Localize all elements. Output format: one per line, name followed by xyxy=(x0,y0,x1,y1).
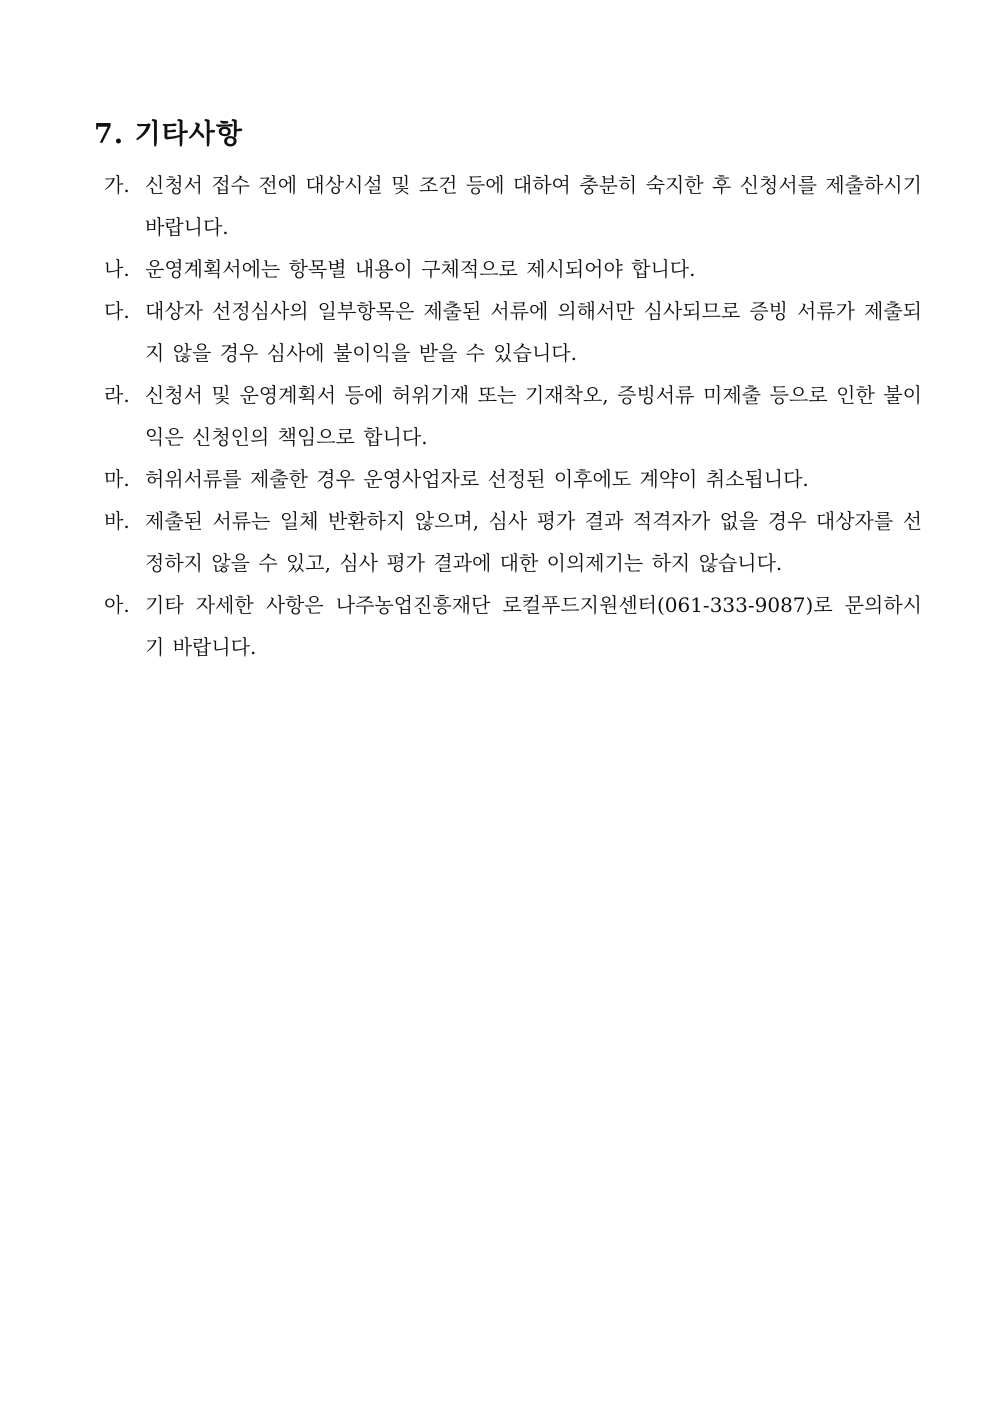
item-marker: 가. xyxy=(104,173,130,197)
item-text: 신청서 및 운영계획서 등에 허위기재 또는 기재착오, 증빙서류 미제출 등으로 인한 불이익은 신청인의 책임으로 합니다. xyxy=(145,383,922,449)
list-item xyxy=(104,164,922,248)
item-marker: 마. xyxy=(104,467,130,491)
list-item xyxy=(104,500,922,584)
list-item xyxy=(104,584,922,668)
item-marker: 바. xyxy=(104,509,130,533)
item-text: 운영계획서에는 항목별 내용이 구체적으로 제시되어야 합니다. xyxy=(145,257,696,281)
item-text: 기타 자세한 사항은 나주농업진흥재단 로컬푸드지원센터(061-333-9087)로 문의하시기 바랍니다. xyxy=(145,593,922,659)
notice-list xyxy=(104,164,922,668)
section-title: 7. 기타사항 xyxy=(94,119,243,150)
item-marker: 다. xyxy=(104,299,130,323)
item-marker: 아. xyxy=(104,593,130,617)
list-item xyxy=(104,248,922,290)
item-text: 제출된 서류는 일체 반환하지 않으며, 심사 평가 결과 적격자가 없을 경우 대상자를 선정하지 않을 수 있고, 심사 평가 결과에 대한 이의제기는 하지 않습니다. xyxy=(145,509,922,575)
item-marker: 라. xyxy=(104,383,130,407)
list-item xyxy=(104,374,922,458)
list-item xyxy=(104,458,922,500)
list-item xyxy=(104,290,922,374)
item-marker: 나. xyxy=(104,257,130,281)
item-text: 대상자 선정심사의 일부항목은 제출된 서류에 의해서만 심사되므로 증빙 서류가 제출되지 않을 경우 심사에 불이익을 받을 수 있습니다. xyxy=(145,299,922,365)
item-text: 허위서류를 제출한 경우 운영사업자로 선정된 이후에도 계약이 취소됩니다. xyxy=(145,467,809,491)
item-text: 신청서 접수 전에 대상시설 및 조건 등에 대하여 충분히 숙지한 후 신청서를 제출하시기 바랍니다. xyxy=(145,173,922,239)
